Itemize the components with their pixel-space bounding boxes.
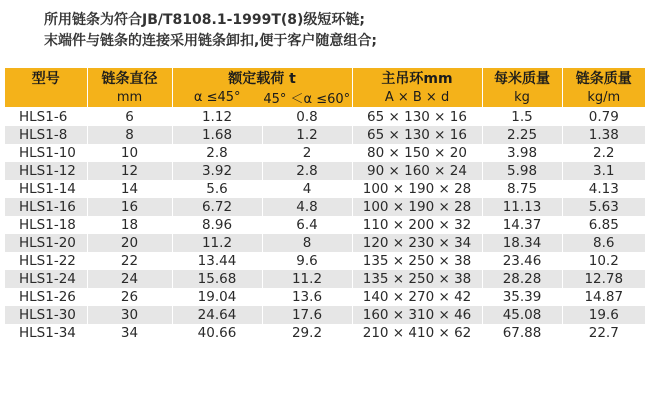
cell-diameter: 18	[87, 216, 172, 234]
cell-diameter: 26	[87, 288, 172, 306]
cell-load-a: 3.92	[172, 162, 262, 180]
cell-load-b: 2	[262, 144, 352, 162]
cell-diameter: 6	[87, 108, 172, 126]
cell-load-a: 40.66	[172, 324, 262, 342]
header-main-ring: 主吊环mm	[352, 68, 482, 88]
cell-load-b: 4.8	[262, 198, 352, 216]
cell-mass-per-meter: 67.88	[482, 324, 562, 342]
cell-chain-mass: 6.85	[562, 216, 645, 234]
cell-load-b: 9.6	[262, 252, 352, 270]
cell-chain-mass: 3.1	[562, 162, 645, 180]
cell-diameter: 8	[87, 126, 172, 144]
table-row	[5, 198, 645, 216]
cell-load-a: 19.04	[172, 288, 262, 306]
cell-mass-per-meter: 28.28	[482, 270, 562, 288]
cell-load-b: 11.2	[262, 270, 352, 288]
cell-mass-per-meter: 35.39	[482, 288, 562, 306]
cell-diameter: 34	[87, 324, 172, 342]
cell-model: HLS1-30	[5, 306, 87, 324]
cell-model: HLS1-26	[5, 288, 87, 306]
table-row	[5, 252, 645, 270]
cell-ring-dims: 90 × 160 × 24	[352, 162, 482, 180]
cell-ring-dims: 160 × 310 × 46	[352, 306, 482, 324]
subheader-ring-dims: A × B × d	[352, 88, 482, 108]
table-row	[5, 234, 645, 252]
cell-load-b: 6.4	[262, 216, 352, 234]
cell-mass-per-meter: 14.37	[482, 216, 562, 234]
cell-load-a: 11.2	[172, 234, 262, 252]
table-row	[5, 288, 645, 306]
cell-diameter: 10	[87, 144, 172, 162]
cell-model: HLS1-14	[5, 180, 87, 198]
cell-model: HLS1-16	[5, 198, 87, 216]
cell-mass-per-meter: 5.98	[482, 162, 562, 180]
cell-chain-mass: 12.78	[562, 270, 645, 288]
cell-chain-mass: 14.87	[562, 288, 645, 306]
header-rated-load: 额定载荷 t	[172, 68, 352, 88]
table-row	[5, 126, 645, 144]
cell-load-b: 0.8	[262, 108, 352, 126]
cell-load-a: 1.68	[172, 126, 262, 144]
table-header-row	[5, 68, 645, 88]
cell-mass-per-meter: 18.34	[482, 234, 562, 252]
cell-ring-dims: 65 × 130 × 16	[352, 126, 482, 144]
table-row	[5, 270, 645, 288]
subheader-load-angle-b: 45° ＜α ≤60°	[262, 88, 352, 108]
cell-model: HLS1-12	[5, 162, 87, 180]
cell-ring-dims: 65 × 130 × 16	[352, 108, 482, 126]
cell-diameter: 14	[87, 180, 172, 198]
header-mass-per-meter: 每米质量	[482, 68, 562, 88]
header-diameter: 链条直径	[87, 68, 172, 88]
cell-load-a: 2.8	[172, 144, 262, 162]
cell-diameter: 24	[87, 270, 172, 288]
cell-load-a: 24.64	[172, 306, 262, 324]
table-row	[5, 144, 645, 162]
cell-mass-per-meter: 1.5	[482, 108, 562, 126]
cell-load-b: 13.6	[262, 288, 352, 306]
cell-load-a: 1.12	[172, 108, 262, 126]
cell-chain-mass: 2.2	[562, 144, 645, 162]
cell-model: HLS1-6	[5, 108, 87, 126]
cell-model: HLS1-24	[5, 270, 87, 288]
spec-table	[5, 68, 645, 342]
cell-chain-mass: 0.79	[562, 108, 645, 126]
cell-ring-dims: 135 × 250 × 38	[352, 270, 482, 288]
cell-ring-dims: 100 × 190 × 28	[352, 180, 482, 198]
subheader-chain-unit: kg/m	[562, 88, 645, 108]
cell-ring-dims: 135 × 250 × 38	[352, 252, 482, 270]
cell-chain-mass: 1.38	[562, 126, 645, 144]
cell-ring-dims: 100 × 190 × 28	[352, 198, 482, 216]
cell-load-b: 29.2	[262, 324, 352, 342]
header-model: 型号	[5, 68, 87, 88]
table-row	[5, 108, 645, 126]
cell-load-b: 1.2	[262, 126, 352, 144]
cell-load-a: 8.96	[172, 216, 262, 234]
note-line-1: 所用链条为符合JB/T8108.1-1999T(8)级短环链;	[44, 12, 366, 28]
cell-chain-mass: 19.6	[562, 306, 645, 324]
cell-load-b: 2.8	[262, 162, 352, 180]
table-row	[5, 324, 645, 342]
cell-mass-per-meter: 8.75	[482, 180, 562, 198]
cell-model: HLS1-20	[5, 234, 87, 252]
subheader-load-angle-a: α ≤45°	[172, 88, 262, 108]
cell-diameter: 30	[87, 306, 172, 324]
table-row	[5, 162, 645, 180]
cell-mass-per-meter: 45.08	[482, 306, 562, 324]
cell-chain-mass: 5.63	[562, 198, 645, 216]
cell-chain-mass: 22.7	[562, 324, 645, 342]
subheader-diameter-unit: mm	[87, 88, 172, 108]
cell-ring-dims: 120 × 230 × 34	[352, 234, 482, 252]
header-chain-mass: 链条质量	[562, 68, 645, 88]
cell-model: HLS1-10	[5, 144, 87, 162]
cell-ring-dims: 110 × 200 × 32	[352, 216, 482, 234]
cell-chain-mass: 10.2	[562, 252, 645, 270]
cell-model: HLS1-18	[5, 216, 87, 234]
subheader-mass-unit: kg	[482, 88, 562, 108]
cell-diameter: 12	[87, 162, 172, 180]
cell-mass-per-meter: 3.98	[482, 144, 562, 162]
subheader-model-blank	[5, 88, 87, 108]
cell-diameter: 16	[87, 198, 172, 216]
cell-model: HLS1-34	[5, 324, 87, 342]
cell-mass-per-meter: 11.13	[482, 198, 562, 216]
cell-model: HLS1-22	[5, 252, 87, 270]
cell-load-a: 6.72	[172, 198, 262, 216]
table-row	[5, 180, 645, 198]
cell-load-b: 8	[262, 234, 352, 252]
cell-diameter: 20	[87, 234, 172, 252]
cell-ring-dims: 80 × 150 × 20	[352, 144, 482, 162]
cell-ring-dims: 210 × 410 × 62	[352, 324, 482, 342]
spec-notes	[44, 10, 644, 52]
table-row	[5, 306, 645, 324]
table-subheader-row	[5, 88, 645, 108]
cell-mass-per-meter: 2.25	[482, 126, 562, 144]
cell-chain-mass: 8.6	[562, 234, 645, 252]
cell-ring-dims: 140 × 270 × 42	[352, 288, 482, 306]
cell-load-b: 4	[262, 180, 352, 198]
cell-model: HLS1-8	[5, 126, 87, 144]
table-row	[5, 216, 645, 234]
cell-mass-per-meter: 23.46	[482, 252, 562, 270]
cell-load-b: 17.6	[262, 306, 352, 324]
cell-load-a: 13.44	[172, 252, 262, 270]
cell-load-a: 15.68	[172, 270, 262, 288]
cell-chain-mass: 4.13	[562, 180, 645, 198]
cell-load-a: 5.6	[172, 180, 262, 198]
note-line-2: 末端件与链条的连接采用链条卸扣,便于客户随意组合;	[44, 33, 377, 49]
cell-diameter: 22	[87, 252, 172, 270]
